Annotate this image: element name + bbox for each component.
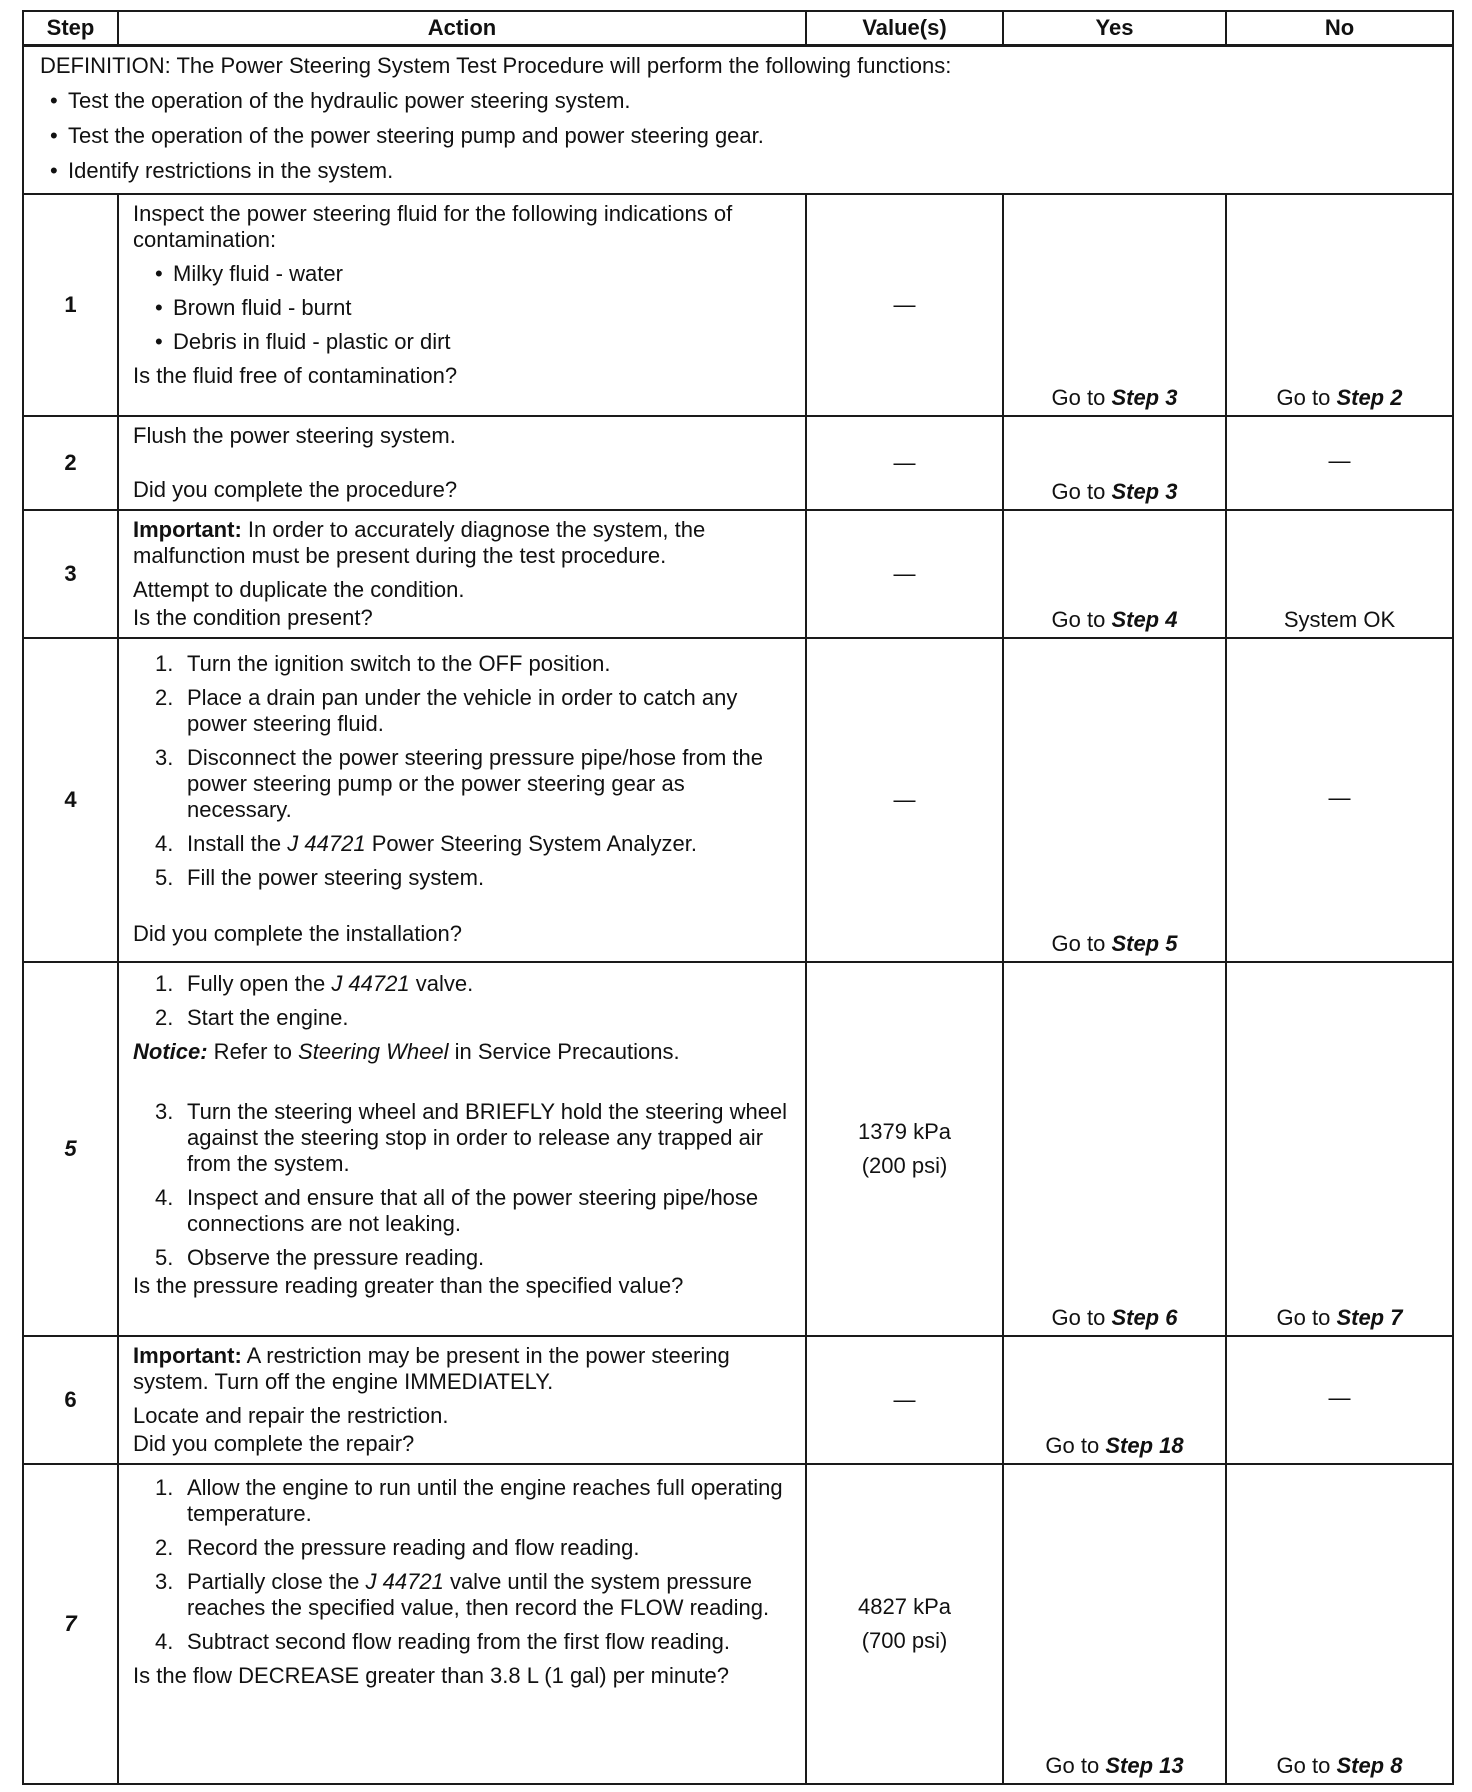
item-text: Allow the engine to run until the engine reaches full operating temperature. bbox=[187, 1475, 783, 1526]
yes-cell bbox=[1003, 1336, 1226, 1464]
numbered-item bbox=[155, 685, 795, 737]
action-question: Is the pressure reading greater than the specified value? bbox=[133, 1273, 684, 1298]
yes-cell bbox=[1003, 638, 1226, 962]
value-cell bbox=[806, 638, 1003, 962]
action-question: Is the condition present? bbox=[133, 605, 373, 630]
action-question: Did you complete the installation? bbox=[133, 921, 462, 946]
item-text: Place a drain pan under the vehicle in order to catch any power steering fluid. bbox=[187, 685, 738, 736]
yes-prefix: Go to bbox=[1051, 1305, 1112, 1330]
action-cell bbox=[118, 416, 806, 510]
notice-text-pre: Refer to bbox=[207, 1039, 299, 1064]
no-dash: — bbox=[1328, 448, 1351, 473]
item-text-pre: Install the bbox=[187, 831, 288, 856]
definition-list bbox=[40, 88, 1442, 184]
step-row-6 bbox=[23, 1336, 1453, 1464]
step-row-7 bbox=[23, 1464, 1453, 1784]
item-text-post: valve. bbox=[409, 971, 474, 996]
numbered-item bbox=[155, 1569, 795, 1621]
no-cell bbox=[1226, 416, 1453, 510]
step-number: 5 bbox=[23, 962, 118, 1336]
notice-label: Notice: bbox=[133, 1039, 208, 1064]
item-number: 2. bbox=[155, 1535, 174, 1560]
action-cell bbox=[118, 194, 806, 417]
no-cell bbox=[1226, 194, 1453, 417]
numbered-item bbox=[155, 1475, 795, 1527]
header-step: Step bbox=[23, 11, 118, 46]
numbered-item bbox=[155, 1535, 795, 1561]
item-number: 5. bbox=[155, 865, 174, 890]
tool-reference: J 44721 bbox=[365, 1569, 444, 1594]
important-label: Important: bbox=[133, 517, 242, 542]
no-prefix: Go to bbox=[1276, 1305, 1337, 1330]
yes-step-link[interactable]: Step 4 bbox=[1111, 607, 1178, 632]
yes-cell bbox=[1003, 194, 1226, 417]
item-text bbox=[187, 971, 795, 997]
numbered-item bbox=[155, 745, 795, 823]
value-cell bbox=[806, 1464, 1003, 1784]
action-bullet: • Brown fluid - burnt bbox=[173, 295, 795, 321]
value-cell bbox=[806, 962, 1003, 1336]
value-line: 1379 kPa bbox=[858, 1119, 951, 1144]
numbered-item bbox=[155, 1005, 795, 1031]
action-cell bbox=[118, 638, 806, 962]
system-ok-text: System OK bbox=[1283, 607, 1396, 632]
item-number: 4. bbox=[155, 831, 174, 856]
yes-step-link[interactable]: Step 6 bbox=[1111, 1305, 1178, 1330]
action-cell bbox=[118, 962, 806, 1336]
item-text bbox=[187, 1569, 795, 1621]
definition-bullet: • Test the operation of the power steering pump and power steering gear. bbox=[68, 123, 1442, 149]
yes-cell bbox=[1003, 416, 1226, 510]
header-yes: Yes bbox=[1003, 11, 1226, 46]
value-dash: — bbox=[893, 450, 916, 475]
important-label: Important: bbox=[133, 1343, 242, 1368]
numbered-item bbox=[155, 971, 795, 997]
no-step-link[interactable]: Step 2 bbox=[1336, 385, 1403, 410]
tool-reference: J 44721 bbox=[331, 971, 410, 996]
yes-prefix: Go to bbox=[1051, 479, 1112, 504]
step-number: 7 bbox=[23, 1464, 118, 1784]
header-action: Action bbox=[118, 11, 806, 46]
item-text: Observe the pressure reading. bbox=[187, 1245, 485, 1270]
item-text: Start the engine. bbox=[187, 1005, 349, 1030]
item-text bbox=[187, 831, 795, 857]
action-intro: Inspect the power steering fluid for the following indications of contamination: bbox=[133, 200, 733, 252]
step-number: 6 bbox=[23, 1336, 118, 1464]
step-number: 1 bbox=[23, 194, 118, 417]
no-prefix: Go to bbox=[1276, 385, 1337, 410]
value-dash: — bbox=[893, 291, 916, 317]
action-bullet: • Milky fluid - water bbox=[173, 261, 795, 287]
item-number: 3. bbox=[155, 1099, 174, 1124]
no-cell bbox=[1226, 962, 1453, 1336]
no-cell bbox=[1226, 1464, 1453, 1784]
value-cell bbox=[806, 510, 1003, 638]
yes-cell bbox=[1003, 962, 1226, 1336]
definition-bullet: • Identify restrictions in the system. bbox=[68, 158, 1442, 184]
item-number: 1. bbox=[155, 1475, 174, 1500]
step-row-4 bbox=[23, 638, 1453, 962]
step-number: 3 bbox=[23, 510, 118, 638]
item-text-pre: Partially close the bbox=[187, 1569, 366, 1594]
yes-step-link[interactable]: Step 3 bbox=[1111, 385, 1178, 410]
header-values: Value(s) bbox=[806, 11, 1003, 46]
no-prefix: Go to bbox=[1276, 1753, 1337, 1778]
yes-prefix: Go to bbox=[1045, 1433, 1106, 1458]
definition-text: DEFINITION: The Power Steering System Test Procedure will perform the following functions: bbox=[40, 53, 952, 78]
definition-cell bbox=[23, 46, 1453, 194]
notice-note bbox=[133, 1039, 795, 1065]
value-dash: — bbox=[893, 561, 916, 586]
important-text: A restriction may be present in the power steering system. Turn off the engine IMMEDIATELY. bbox=[133, 1343, 730, 1394]
item-text: Turn the ignition switch to the OFF position. bbox=[187, 651, 611, 676]
step-row-2 bbox=[23, 416, 1453, 510]
no-cell bbox=[1226, 510, 1453, 638]
item-number: 1. bbox=[155, 651, 174, 676]
header-no: No bbox=[1226, 11, 1453, 46]
item-number: 2. bbox=[155, 685, 174, 710]
numbered-item bbox=[155, 1245, 795, 1271]
item-text: Subtract second flow reading from the first flow reading. bbox=[187, 1629, 730, 1654]
steering-wheel-link[interactable]: Steering Wheel bbox=[298, 1039, 449, 1064]
action-question: Is the flow DECREASE greater than 3.8 L (1 gal) per minute? bbox=[133, 1663, 729, 1688]
yes-prefix: Go to bbox=[1051, 385, 1112, 410]
important-note bbox=[133, 1343, 795, 1395]
no-dash: — bbox=[1328, 1385, 1351, 1410]
item-number: 2. bbox=[155, 1005, 174, 1030]
no-cell bbox=[1226, 638, 1453, 962]
action-question: Did you complete the repair? bbox=[133, 1431, 415, 1456]
step-row-3 bbox=[23, 510, 1453, 638]
action-line: Flush the power steering system. bbox=[133, 423, 456, 448]
value-cell bbox=[806, 416, 1003, 510]
action-line: Locate and repair the restriction. bbox=[133, 1403, 449, 1428]
item-text: Disconnect the power steering pressure pipe/hose from the power steering pump or the power steering gear as necessary. bbox=[187, 745, 763, 822]
definition-bullet: • Test the operation of the hydraulic power steering system. bbox=[68, 88, 1442, 114]
value-dash: — bbox=[893, 1387, 916, 1412]
action-question: Is the fluid free of contamination? bbox=[133, 362, 458, 388]
item-number: 3. bbox=[155, 745, 174, 770]
item-text-pre: Fully open the bbox=[187, 971, 332, 996]
yes-step-link[interactable]: Step 18 bbox=[1105, 1433, 1184, 1458]
no-cell bbox=[1226, 1336, 1453, 1464]
yes-cell bbox=[1003, 1464, 1226, 1784]
yes-cell bbox=[1003, 510, 1226, 638]
value-dash: — bbox=[893, 787, 916, 812]
item-text: Turn the steering wheel and BRIEFLY hold the steering wheel against the steering stop in order to release any trapped air from the system. bbox=[187, 1099, 788, 1176]
no-dash: — bbox=[1328, 785, 1351, 810]
step-number: 2 bbox=[23, 416, 118, 510]
yes-step-link[interactable]: Step 5 bbox=[1111, 931, 1178, 956]
numbered-item bbox=[155, 651, 795, 677]
item-text: Fill the power steering system. bbox=[187, 865, 485, 890]
item-number: 3. bbox=[155, 1569, 174, 1594]
definition-row bbox=[23, 46, 1453, 194]
item-text-post: valve until the system pressure reaches the specified value, then record the FLOW reading. bbox=[187, 1569, 770, 1620]
numbered-item bbox=[155, 831, 795, 857]
yes-step-link[interactable]: Step 13 bbox=[1105, 1753, 1184, 1778]
value-line: 4827 kPa bbox=[858, 1594, 951, 1619]
yes-prefix: Go to bbox=[1045, 1753, 1106, 1778]
numbered-item bbox=[155, 1099, 795, 1177]
item-number: 1. bbox=[155, 971, 174, 996]
important-note bbox=[133, 517, 795, 569]
numbered-item bbox=[155, 865, 795, 891]
item-text: Inspect and ensure that all of the power steering pipe/hose connections are not leaking. bbox=[187, 1185, 759, 1236]
numbered-item bbox=[155, 1185, 795, 1237]
important-text: In order to accurately diagnose the system, the malfunction must be present during the test procedure. bbox=[133, 517, 706, 568]
value-cell bbox=[806, 194, 1003, 417]
no-step-link[interactable]: Step 8 bbox=[1336, 1753, 1403, 1778]
step-row-5 bbox=[23, 962, 1453, 1336]
action-line: Attempt to duplicate the condition. bbox=[133, 577, 465, 602]
step-number: 4 bbox=[23, 638, 118, 962]
action-cell bbox=[118, 1336, 806, 1464]
yes-step-link[interactable]: Step 3 bbox=[1111, 479, 1178, 504]
no-step-link[interactable]: Step 7 bbox=[1336, 1305, 1403, 1330]
step-row-1 bbox=[23, 194, 1453, 417]
item-number: 5. bbox=[155, 1245, 174, 1270]
action-bullet: • Debris in fluid - plastic or dirt bbox=[173, 329, 795, 355]
action-cell bbox=[118, 510, 806, 638]
item-text: Record the pressure reading and flow reading. bbox=[187, 1535, 640, 1560]
numbered-item bbox=[155, 1629, 795, 1655]
value-cell bbox=[806, 1336, 1003, 1464]
yes-prefix: Go to bbox=[1051, 931, 1112, 956]
tool-reference: J 44721 bbox=[287, 831, 366, 856]
item-number: 4. bbox=[155, 1185, 174, 1210]
action-question: Did you complete the procedure? bbox=[133, 477, 458, 502]
item-number: 4. bbox=[155, 1629, 174, 1654]
action-cell bbox=[118, 1464, 806, 1784]
yes-prefix: Go to bbox=[1051, 607, 1112, 632]
value-line: (700 psi) bbox=[861, 1628, 948, 1653]
item-text-post: Power Steering System Analyzer. bbox=[365, 831, 697, 856]
notice-text-post: in Service Precautions. bbox=[448, 1039, 680, 1064]
header-row bbox=[23, 11, 1453, 46]
value-line: (200 psi) bbox=[861, 1153, 948, 1178]
diagnostic-table bbox=[22, 10, 1454, 1785]
